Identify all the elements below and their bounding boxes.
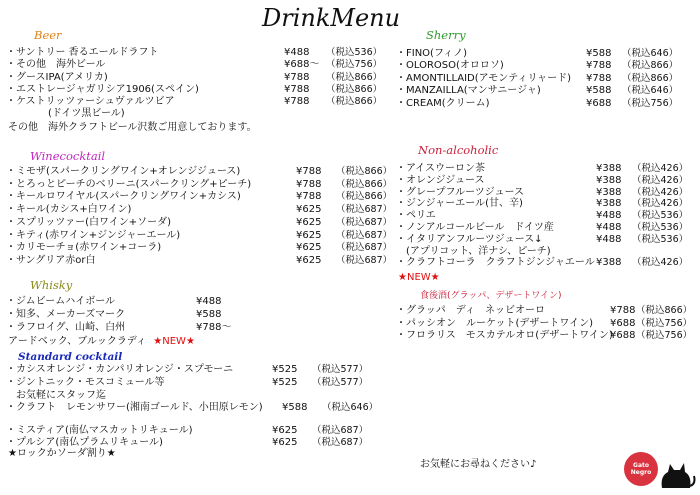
nonalcoholic-new-badge: ★NEW★ (398, 272, 440, 283)
item-price: ¥688 (610, 317, 636, 329)
item-tax-price: （税込536） (632, 222, 689, 233)
item-tax-price: （税込646） (622, 48, 679, 59)
item-tax-price: （税込646） (322, 402, 379, 413)
item-tax-price: （税込687） (336, 254, 393, 266)
item-name: ・キール(カシス+白ワイン) (6, 204, 132, 216)
item-tax-price: （税込536） (632, 210, 689, 222)
logo-line2: Negro (630, 469, 652, 476)
item-tax-price: （税込866） (622, 72, 679, 84)
item-price: ¥488 (196, 296, 222, 307)
dessert-heading: 食後酒(グラッパ、デザートワイン) (420, 291, 562, 301)
item-price: ¥388 (596, 186, 622, 198)
whisky-new-badge: ★NEW★ (153, 336, 195, 347)
item-name: ・フロラリス モスカテルオロ(デザートワイン) (396, 330, 613, 341)
item-tax-price: （税込687） (312, 437, 369, 448)
item-tax-price: （税込646） (622, 85, 679, 97)
footer-note: お気軽にお尋ねください♪ (420, 459, 537, 470)
item-price: ¥788 (284, 96, 310, 108)
item-price: ¥388 (596, 198, 622, 210)
item-price: ¥388 (596, 257, 622, 269)
item-tax-price: （税込866） (622, 60, 679, 72)
item-name: (アプリコット、洋ナシ、ピーチ) (396, 245, 551, 257)
item-price: ¥625 (296, 204, 322, 216)
item-price: ¥625 (272, 437, 298, 448)
item-tax-price: （税込756） (622, 97, 679, 109)
item-tax-price: （税込687） (312, 425, 369, 436)
item-price: ¥788 (296, 191, 322, 203)
item-price: ¥588 (586, 85, 612, 97)
item-name: ・グレープフルーツジュース (396, 186, 524, 198)
item-tax-price: （税込536） (632, 233, 689, 245)
item-price: ¥788～ (196, 322, 232, 333)
beer-sub: (ドイツ黒ビール) (48, 108, 125, 119)
item-price: ¥688～ (284, 59, 320, 71)
item-price: ¥525 (272, 364, 298, 375)
standard-note: ★ロックかソーダ割り★ (8, 448, 116, 459)
item-price: ¥688 (610, 330, 636, 341)
item-tax-price: （税込866） (336, 166, 393, 177)
gato-negro-logo (624, 452, 658, 486)
item-name: ・知多、メーカーズマーク (6, 309, 126, 320)
item-name: ・ペリエ (396, 210, 436, 222)
item-name: ・ジムビームハイボール (6, 296, 115, 307)
item-name: ・プルシア(南仏プラムリキュール) (6, 437, 163, 448)
item-price: ¥625 (296, 229, 322, 241)
item-price: ¥788 (284, 71, 310, 83)
item-price: ¥688 (586, 97, 612, 109)
item-name: ・とろっとピーチのベリーニ(スパークリング+ピーチ) (6, 178, 252, 190)
item-price: ¥788 (586, 60, 612, 72)
beer-note: その他 海外クラフトビール沢数ご用意しております。 (8, 122, 257, 133)
item-tax-price: （税込687） (336, 216, 393, 228)
item-price: ¥388 (596, 174, 622, 186)
item-tax-price: （税込687） (336, 229, 393, 241)
item-name: ・ケストリッツァーシュヴァルツビア (6, 96, 175, 108)
item-name: ・スプリッツァー(白ワイン+ソーダ) (6, 216, 171, 228)
item-name: ・カシスオレンジ・カンパリオレンジ・スプモーニ (6, 364, 234, 375)
item-name: ・OLOROSO(オロロソ) (396, 60, 504, 72)
item-name: ・FINO(フィノ) (396, 48, 468, 59)
item-tax-price: （税込577） (312, 364, 369, 375)
menu-title: DrinkMenu (262, 4, 401, 32)
item-name: ・カリモーチョ(赤ワイン+コーラ) (6, 242, 162, 254)
item-tax-price: （税込426） (632, 198, 689, 210)
item-name: ・エストレージャガリシア1906(スペイン) (6, 83, 199, 95)
item-name: ・サングリア赤or白 (6, 254, 96, 266)
sherry-heading: Sherry (426, 28, 466, 42)
item-name: ・ラフロイグ、山崎、白州 (6, 322, 126, 333)
standard-heading: Standard cocktail (18, 351, 123, 363)
item-name: ・イタリアンフルーツジュース↓ (396, 233, 543, 245)
item-name: ・ミモザ(スパークリングワイン+オレンジジュース) (6, 166, 241, 177)
item-price: ¥588 (586, 48, 612, 59)
item-price: ¥625 (296, 216, 322, 228)
whisky-heading: Whisky (30, 278, 73, 292)
item-name: ・キールロワイヤル(スパークリングワイン+カシス) (6, 191, 241, 203)
item-tax-price: （税込687） (336, 204, 393, 216)
item-name: ・ノンアルコールビール ドイツ産 (396, 222, 554, 233)
item-name: お気軽にスタッフ迄 (6, 390, 106, 401)
item-name: ・クラフト レモンサワー(湘南ゴールド、小田原レモン) (6, 402, 263, 413)
item-name: ・キティ(赤ワイン+ジンジャーエール) (6, 229, 181, 241)
item-tax-price: （税込426） (632, 163, 689, 174)
item-price: ¥388 (596, 163, 622, 174)
item-name: ・AMONTILLAID(アモンティリャード) (396, 72, 572, 84)
item-name: ・パッシオン ルーケット(デザートワイン) (396, 317, 594, 329)
item-name: ・ミスティア(南仏マスカットリキュール) (6, 425, 193, 436)
item-price: ¥588 (196, 309, 222, 320)
winecocktail-heading: Winecocktail (30, 149, 106, 163)
logo-line1: Gato (633, 462, 649, 469)
item-tax-price: （税込866） (326, 83, 383, 95)
item-price: ¥625 (296, 254, 322, 266)
item-name: ・ジントニック・モスコミュール等 (6, 377, 165, 388)
item-tax-price: （税込866） (326, 96, 383, 108)
item-tax-price: （税込866） (326, 71, 383, 83)
item-name: ・グラッパ ディ ネッビオーロ (396, 305, 545, 316)
item-price: ¥625 (272, 425, 298, 436)
item-tax-price: （税込426） (632, 186, 689, 198)
item-name: ・サントリー 香るエールドラフト (6, 47, 159, 58)
item-tax-price: （税込756） (636, 317, 693, 329)
whisky-extra (8, 336, 195, 348)
item-price: ¥488 (596, 233, 622, 245)
item-name: ・オレンジジュース (396, 174, 485, 186)
item-tax-price: （税込866） (336, 191, 393, 203)
item-price: ¥488 (596, 210, 622, 222)
item-name: ・MANZAILLA(マンサニージャ) (396, 85, 541, 97)
item-price: ¥788 (296, 166, 322, 177)
item-price: ¥788 (610, 305, 636, 316)
item-tax-price: （税込687） (336, 242, 393, 254)
item-price: ¥588 (282, 402, 308, 413)
item-tax-price: （税込536） (326, 47, 383, 58)
black-cat-icon (656, 458, 696, 490)
item-name: ・その他 海外ビール (6, 59, 106, 71)
item-name: ・グースIPA(アメリカ) (6, 71, 108, 83)
item-tax-price: （税込426） (632, 257, 689, 269)
item-price: ¥488 (284, 47, 310, 58)
beer-heading: Beer (34, 28, 62, 42)
item-name: ・クラフトコーラ クラフトジンジャエール (396, 257, 595, 269)
item-price: ¥625 (296, 242, 322, 254)
item-tax-price: （税込866） (636, 305, 693, 316)
item-tax-price: （税込426） (632, 174, 689, 186)
item-tax-price: （税込577） (312, 377, 369, 388)
item-tax-price: （税込866） (336, 178, 393, 190)
item-price: ¥788 (296, 178, 322, 190)
item-name: ・アイスウーロン茶 (396, 163, 485, 174)
item-price: ¥525 (272, 377, 298, 388)
item-price: ¥788 (586, 72, 612, 84)
item-price: ¥788 (284, 83, 310, 95)
item-price: ¥488 (596, 222, 622, 233)
nonalcoholic-heading: Non-alcoholic (418, 143, 499, 157)
whisky-extra-text: アードベック、ブルックラディ (8, 336, 147, 347)
item-name: ・CREAM(クリーム) (396, 97, 490, 109)
item-name: ・ジンジャーエール(甘、辛) (396, 198, 523, 210)
item-tax-price: （税込756） (326, 59, 383, 71)
item-tax-price: （税込756） (636, 330, 693, 341)
